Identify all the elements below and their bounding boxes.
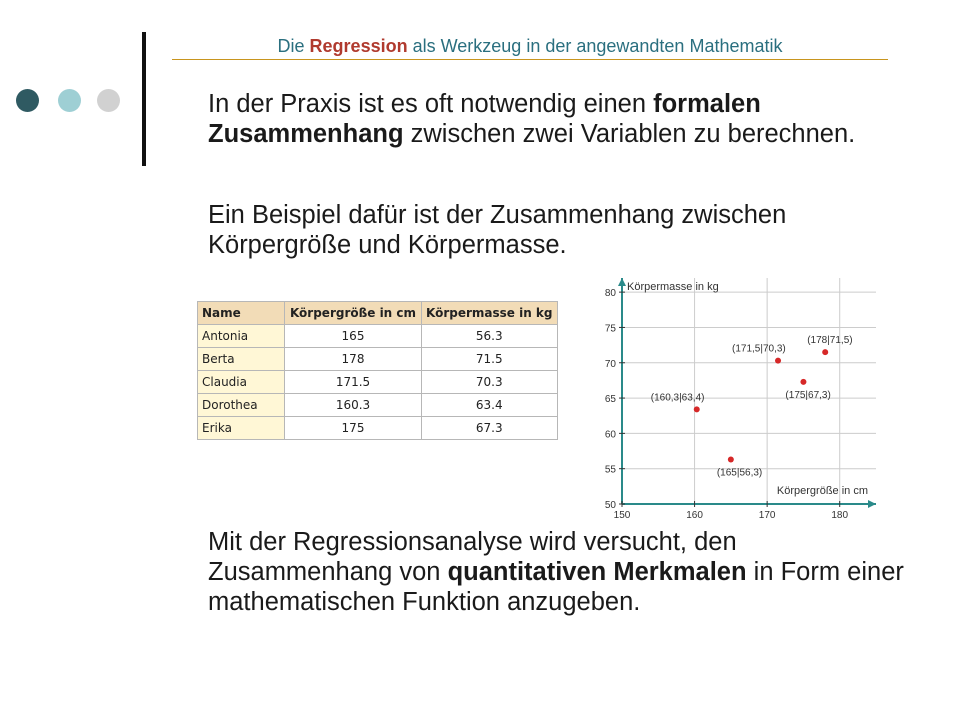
y-tick-label: 75 <box>604 323 616 335</box>
y-axis-label: Körpermasse in kg <box>627 281 719 293</box>
intro-text-2: zwischen zwei Variablen zu berechnen. <box>410 120 856 148</box>
slide-header <box>172 36 888 60</box>
x-axis-arrow <box>868 500 876 508</box>
table-cell-height: 175 <box>285 417 422 440</box>
table-cell-height: 178 <box>285 348 422 371</box>
data-point-label: (171,5|70,3) <box>732 343 786 355</box>
header-suffix: als Werkzeug in der angewandten Mathematik <box>412 36 783 56</box>
data-point <box>694 406 700 412</box>
paragraph-regression <box>208 527 908 617</box>
header-prefix: Die <box>277 36 305 56</box>
x-axis-label: Körpergröße in cm <box>776 485 868 497</box>
data-table <box>197 301 558 440</box>
regression-text-2: in Form einer mathematischen Funktion anzugeben. <box>208 558 904 616</box>
table-cell-mass: 71.5 <box>422 348 558 371</box>
table-header-cell: Name <box>198 302 285 325</box>
decorative-dot-gray <box>97 89 120 112</box>
table-row <box>198 417 558 440</box>
data-point <box>728 457 734 463</box>
y-tick-label: 55 <box>604 464 616 476</box>
table-row <box>198 325 558 348</box>
table-cell-mass: 70.3 <box>422 371 558 394</box>
table-cell-mass: 63.4 <box>422 394 558 417</box>
intro-text-1: In der Praxis ist es oft notwendig einen <box>208 90 646 118</box>
table-cell-height: 165 <box>285 325 422 348</box>
y-tick-label: 65 <box>604 394 616 406</box>
x-tick-label: 180 <box>831 510 849 521</box>
x-tick-label: 150 <box>613 510 631 521</box>
data-point <box>822 349 828 355</box>
data-point <box>775 358 781 364</box>
table-row <box>198 348 558 371</box>
decorative-dot-teal <box>58 89 81 112</box>
paragraph-intro <box>208 89 908 149</box>
y-tick-label: 50 <box>604 500 616 511</box>
scatter-chart <box>586 268 886 524</box>
table-row <box>198 371 558 394</box>
y-axis-arrow <box>618 278 626 286</box>
regression-text-1: Mit der Regressionsanalyse wird versucht, den Zusammenhang von <box>208 528 737 586</box>
x-tick-label: 170 <box>758 510 776 521</box>
data-point-label: (178|71,5) <box>807 335 853 347</box>
x-tick-label: 160 <box>686 510 703 521</box>
decorative-dot-dark <box>16 89 39 112</box>
y-tick-label: 70 <box>604 358 616 370</box>
table-cell-mass: 67.3 <box>422 417 558 440</box>
example-text: Ein Beispiel dafür ist der Zusammenhang zwischen Körpergröße und Körpermasse. <box>208 201 787 259</box>
table-cell-name: Berta <box>198 348 285 371</box>
y-tick-label: 80 <box>604 288 616 300</box>
table-cell-height: 171.5 <box>285 371 422 394</box>
regression-bold: quantitativen Merkmalen <box>447 558 747 586</box>
data-point-label: (160,3|63,4) <box>650 392 705 404</box>
paragraph-example <box>208 200 868 260</box>
table-header-cell: Körpergröße in cm <box>285 302 422 325</box>
data-point-label: (175|67,3) <box>785 389 831 401</box>
scatter-chart-svg <box>586 268 886 524</box>
table-cell-name: Dorothea <box>198 394 285 417</box>
data-point-label: (165|56,3) <box>716 467 763 479</box>
table-header-row <box>198 302 558 325</box>
table-cell-height: 160.3 <box>285 394 422 417</box>
table-cell-name: Claudia <box>198 371 285 394</box>
table-row <box>198 394 558 417</box>
table-cell-name: Erika <box>198 417 285 440</box>
intro-bold: formalen Zusammenhang <box>208 90 761 148</box>
table-cell-mass: 56.3 <box>422 325 558 348</box>
header-highlight: Regression <box>309 36 408 56</box>
table-cell-name: Antonia <box>198 325 285 348</box>
data-point <box>800 379 806 385</box>
decorative-vertical-bar <box>142 32 146 166</box>
y-tick-label: 60 <box>604 429 616 441</box>
table-header-cell: Körpermasse in kg <box>422 302 558 325</box>
